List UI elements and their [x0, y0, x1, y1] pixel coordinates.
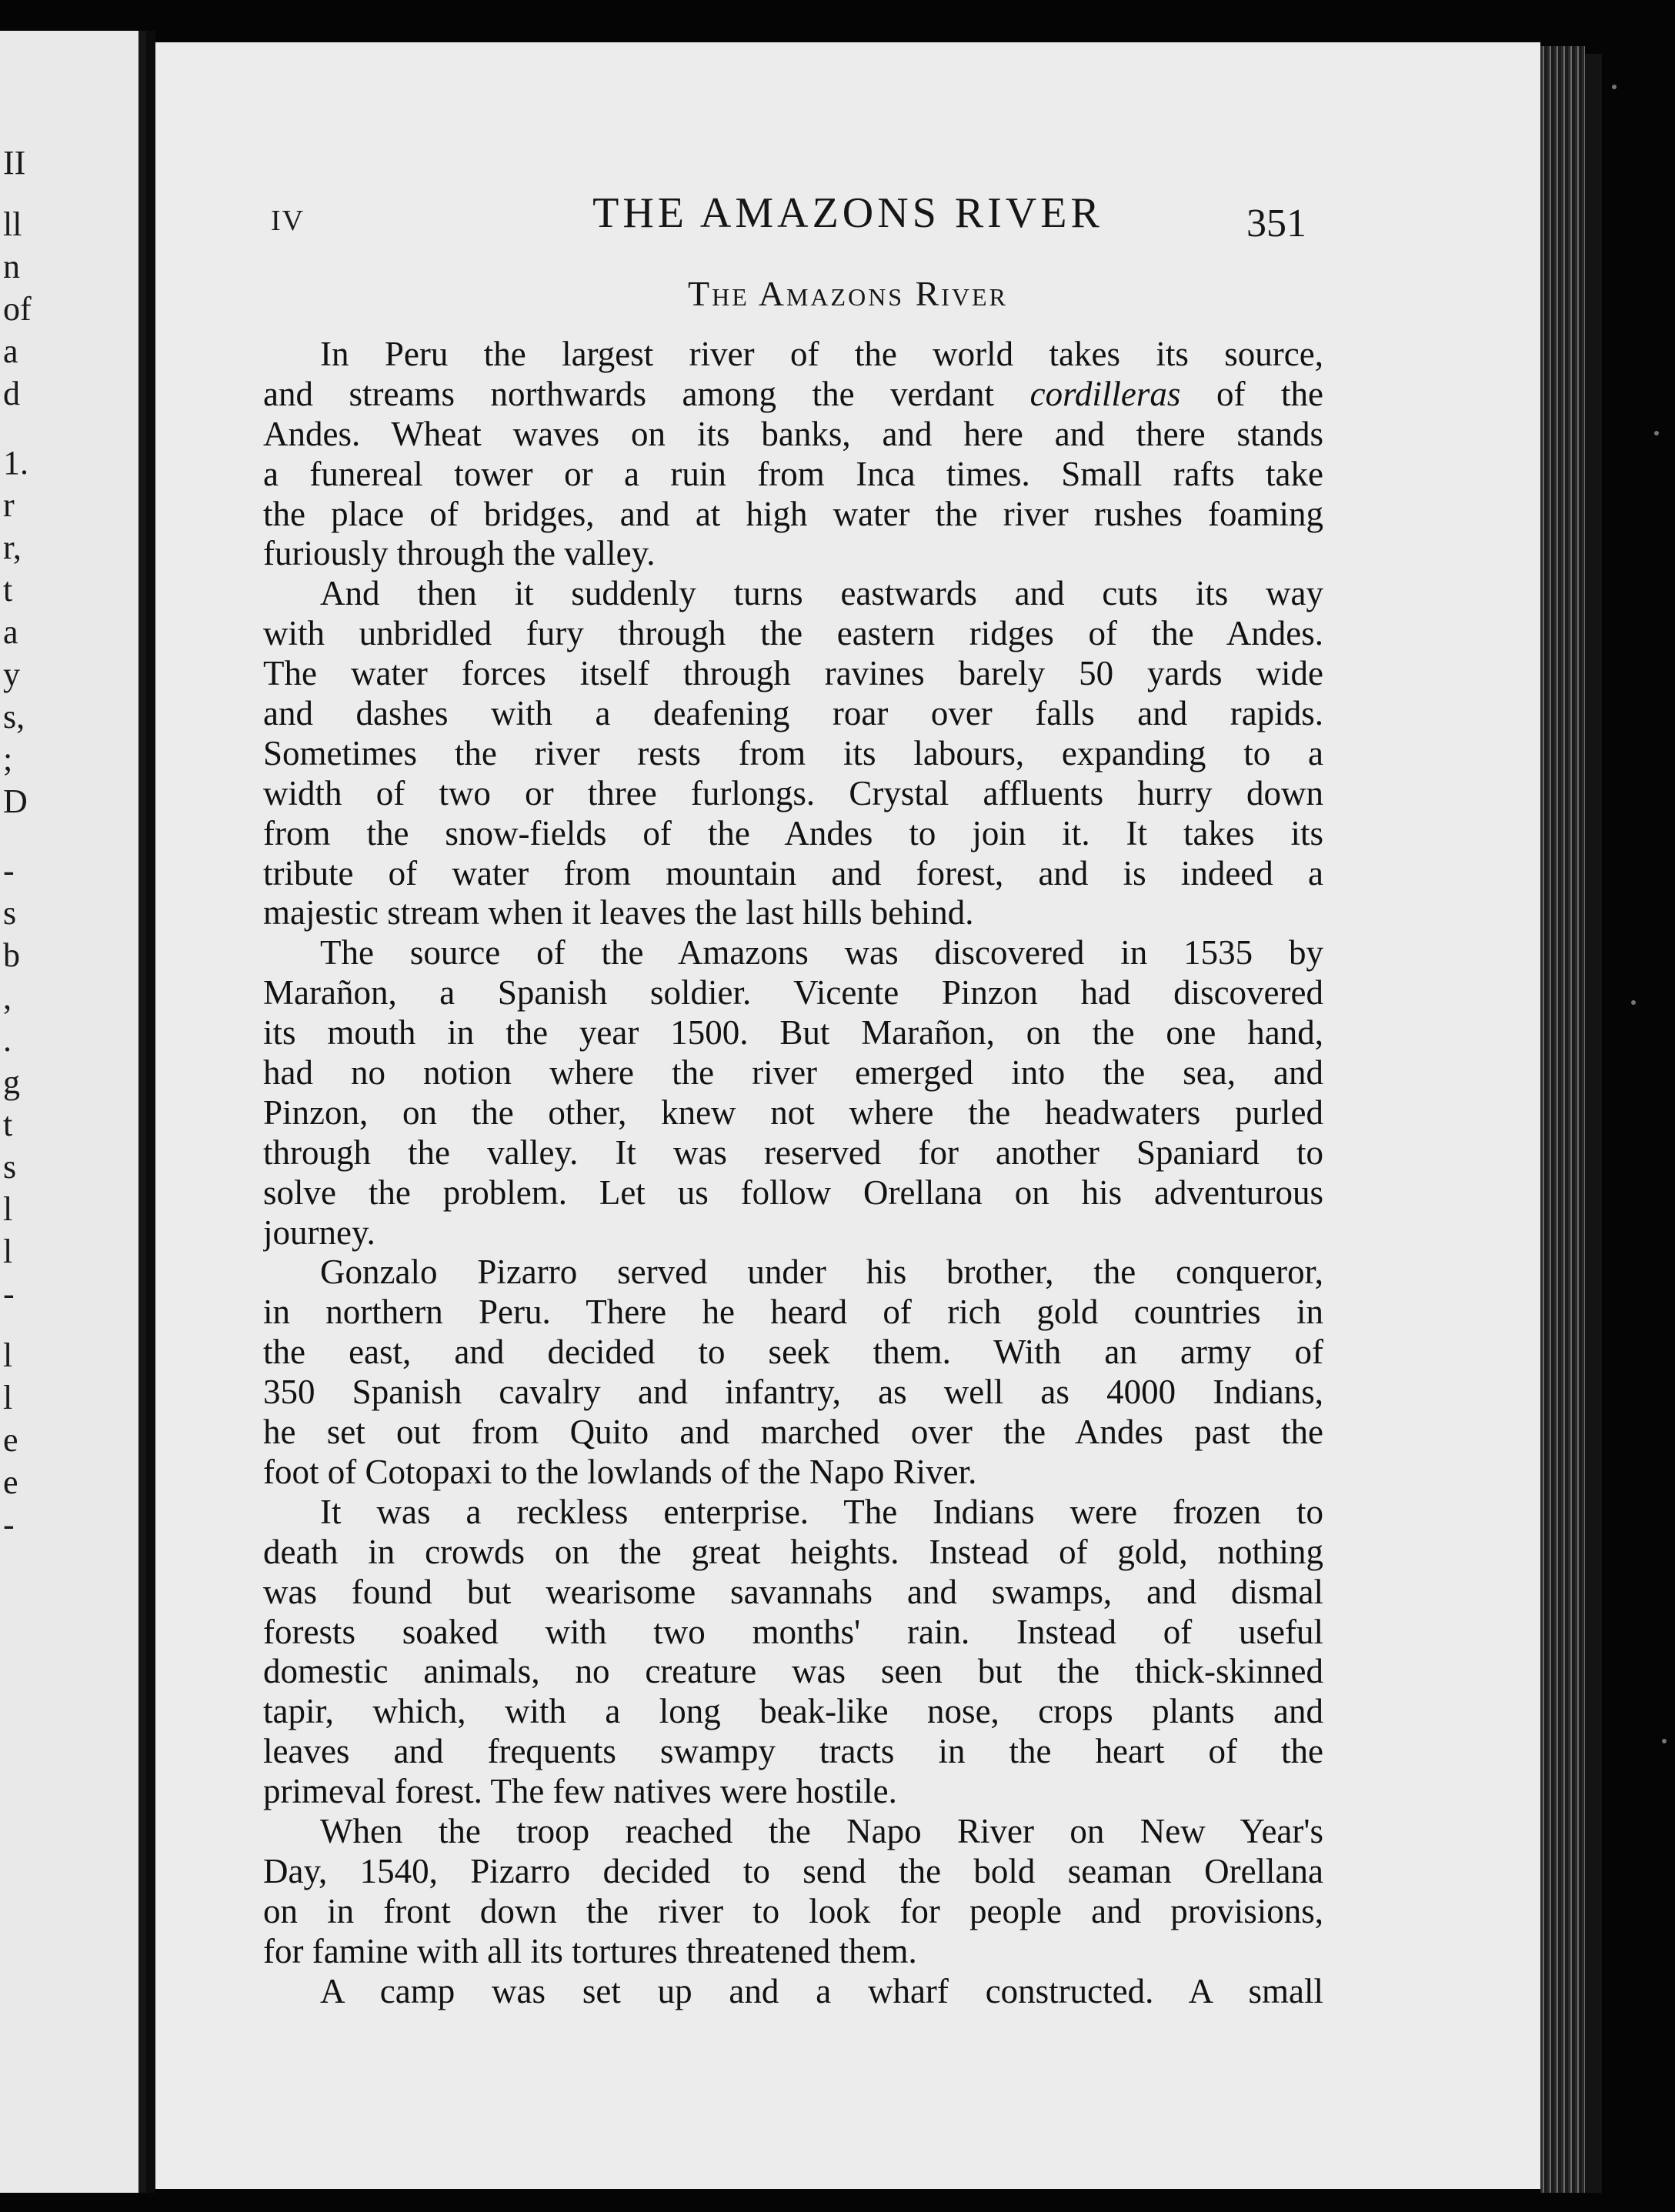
left-page-text-fragment: e	[3, 1463, 18, 1501]
left-page-text-fragment: d	[3, 375, 20, 412]
text-line: foot of Cotopaxi to the lowlands of the Napo River.	[263, 1452, 977, 1491]
text-line: The source of the Amazons was discovered in 1535 by	[320, 933, 1323, 973]
text-line: furiously through the valley.	[263, 534, 656, 573]
text-line: he set out from Quito and marched over the Andes past the	[263, 1413, 1323, 1452]
text-line: In Peru the largest river of the world takes its source,	[320, 335, 1323, 373]
left-page-text-fragment: l	[3, 1233, 13, 1270]
text-line: Pinzon, on the other, knew not where the headwaters purled	[263, 1093, 1323, 1132]
left-page-text-fragment: g	[3, 1063, 20, 1101]
left-page-text-fragment: D	[3, 782, 28, 820]
text-line: for famine with all its tortures threatened them.	[263, 1931, 917, 1970]
left-page-text-fragment: r,	[3, 529, 22, 566]
text-line: tapir, which, with a long beak-like nose, crops plants and	[263, 1692, 1323, 1731]
text-line: tribute of water from mountain and forest, and is indeed a	[263, 853, 1323, 892]
left-page-text-fragment: y	[3, 656, 20, 693]
page-number: 351	[1246, 202, 1306, 245]
text-line: When the troop reached the Napo River on New Year's	[320, 1811, 1323, 1850]
text-line: in northern Peru. There he heard of rich gold countries in	[263, 1293, 1323, 1332]
text-line: had no notion where the river emerged into the sea, and	[263, 1053, 1323, 1093]
running-title: THE AMAZONS RIVER	[592, 189, 1103, 237]
left-page-text-fragment: II	[3, 144, 26, 182]
text-line: majestic stream when it leaves the last hills behind.	[263, 893, 974, 933]
text-line: death in crowds on the great heights. Instead of gold, nothing	[263, 1532, 1323, 1571]
left-page-text-fragment: a	[3, 613, 18, 651]
text-line: A camp was set up and a wharf constructed. A small	[320, 1971, 1323, 2010]
text-line: the place of bridges, and at high water the river rushes foaming	[263, 494, 1323, 533]
body-text	[263, 335, 1323, 2011]
text-line: solve the problem. Let us follow Orellana on his adventurous	[263, 1173, 1323, 1212]
text-line: Gonzalo Pizarro served under his brother, the conqueror,	[320, 1253, 1323, 1292]
left-page-text-fragment: 1.	[3, 444, 28, 482]
left-page-text-fragment: t	[3, 1106, 13, 1143]
left-page-text-fragment: -	[3, 852, 15, 889]
text-line: Day, 1540, Pizarro decided to send the bold seaman Orellana	[263, 1851, 1323, 1890]
text-line: The water forces itself through ravines barely 50 yards wide	[263, 654, 1323, 693]
left-page-text-fragment: of	[3, 290, 32, 328]
text-line: the east, and decided to seek them. With an army of	[263, 1333, 1323, 1372]
left-page-text-fragment: ll	[3, 205, 22, 243]
text-line: its mouth in the year 1500. But Marañon, on the one hand,	[263, 1013, 1323, 1053]
left-page-text-fragment: -	[3, 1506, 15, 1543]
dust-speck	[1654, 431, 1659, 435]
running-head	[155, 189, 1540, 245]
text-line: Marañon, a Spanish soldier. Vicente Pinzon had discovered	[263, 973, 1323, 1013]
left-page-text-fragment: ,	[3, 979, 12, 1016]
text-line: and dashes with a deafening roar over falls and rapids.	[263, 694, 1323, 733]
dust-speck	[1662, 1739, 1667, 1743]
left-page-text-fragment: .	[3, 1021, 12, 1059]
left-page-text-fragment: n	[3, 248, 20, 285]
book-gutter	[146, 31, 155, 2193]
left-page-text-fragment: a	[3, 332, 18, 370]
chapter-title: The Amazons River	[688, 274, 1008, 313]
text-line: a funereal tower or a ruin from Inca times. Small rafts take	[263, 454, 1323, 493]
text-line: journey.	[263, 1213, 375, 1252]
left-page-text-fragment: ;	[3, 740, 13, 778]
left-page-text-fragment: b	[3, 936, 20, 974]
text-line: from the snow-fields of the Andes to join it. It takes its	[263, 813, 1323, 852]
text-line: Sometimes the river rests from its labours, expanding to a	[263, 733, 1323, 772]
left-page-text-fragment: s	[3, 1148, 17, 1186]
text-line: was found but wearisome savannahs and swamps, and dismal	[263, 1572, 1323, 1611]
section-number: IV	[271, 205, 305, 237]
text-line: width of two or three furlongs. Crystal affluents hurry down	[263, 773, 1323, 812]
left-page-text-fragment: -	[3, 1275, 15, 1313]
left-page-text-fragment: r	[3, 486, 15, 524]
text-line: 350 Spanish cavalry and infantry, as well as 4000 Indians,	[263, 1373, 1323, 1412]
text-line: Andes. Wheat waves on its banks, and here and there stands	[263, 414, 1323, 453]
text-line: It was a reckless enterprise. The Indians were frozen to	[320, 1492, 1323, 1531]
text-line: domestic animals, no creature was seen but the thick-skinned	[263, 1652, 1323, 1691]
text-line: on in front down the river to look for people and provisions,	[263, 1891, 1323, 1930]
text-line: forests soaked with two months' rain. Instead of useful	[263, 1612, 1323, 1651]
text-line: And then it suddenly turns eastwards and cuts its way	[320, 574, 1323, 613]
left-page-text-fragment: l	[3, 1190, 13, 1228]
book-cover-edge	[1585, 54, 1602, 2193]
left-page-text-fragment: s	[3, 894, 17, 932]
previous-page-edge	[0, 31, 146, 2193]
book-page	[155, 42, 1540, 2189]
left-page-text-fragment: l	[3, 1379, 13, 1416]
left-page-text-fragment: l	[3, 1336, 13, 1374]
page-edges	[1540, 46, 1585, 2193]
text-line: through the valley. It was reserved for another Spaniard to	[263, 1133, 1323, 1172]
dust-speck	[1612, 85, 1617, 89]
text-line: with unbridled fury through the eastern ridges of the Andes.	[263, 614, 1323, 653]
text-line: leaves and frequents swampy tracts in the heart of the	[263, 1732, 1323, 1771]
text-line: primeval forest. The few natives were hostile.	[263, 1772, 897, 1811]
dust-speck	[1631, 1000, 1636, 1005]
left-page-text-fragment: e	[3, 1421, 18, 1459]
left-page-text-fragment: t	[3, 571, 13, 609]
left-page-text-fragment: s,	[3, 698, 25, 736]
text-line: and streams northwards among the verdant cordilleras of the	[263, 374, 1323, 413]
